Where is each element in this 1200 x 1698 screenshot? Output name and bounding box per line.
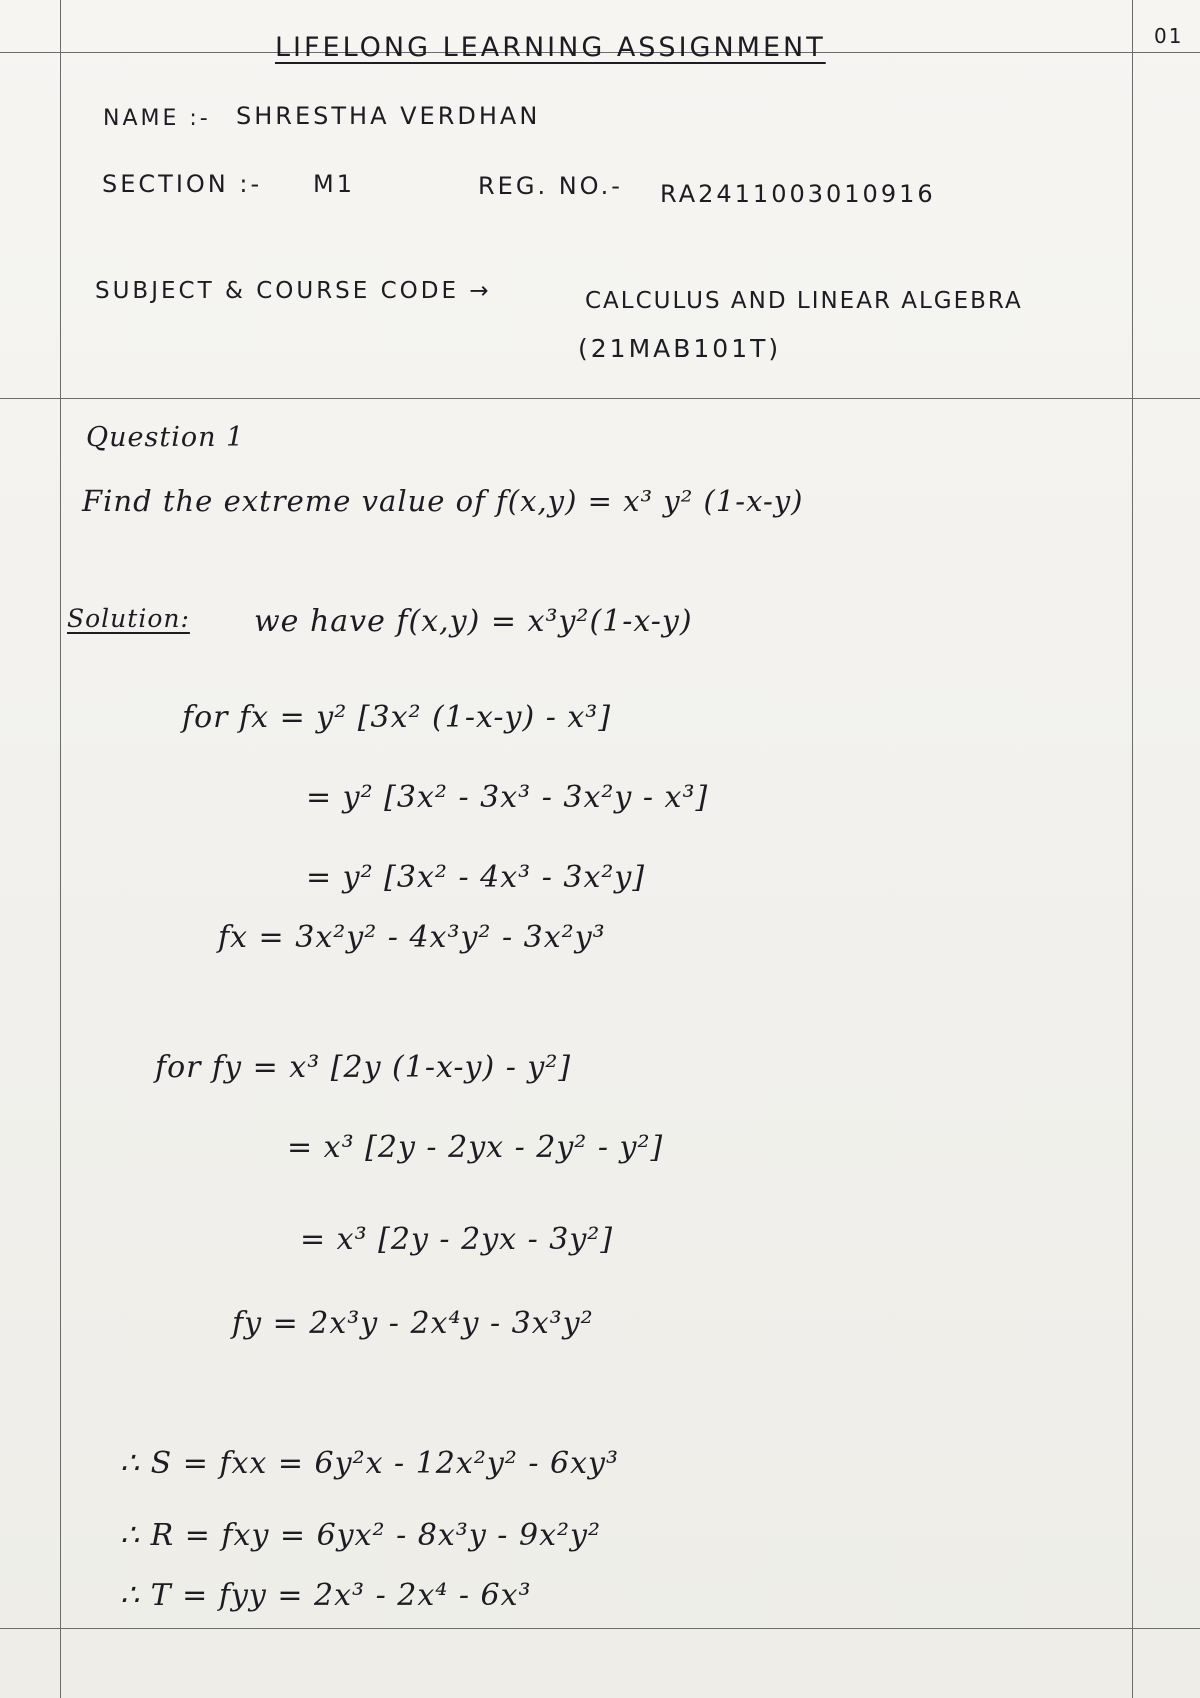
left-margin-line: [60, 0, 61, 1698]
footer-line: [0, 1628, 1200, 1629]
fy-line-3: = x³ [2y - 2yx - 3y²]: [300, 1222, 614, 1257]
second-derivative-s: ∴ S = fxx = 6y²x - 12x²y² - 6xy³: [120, 1446, 620, 1481]
fx-line-2: = y² [3x² - 3x³ - 3x²y - x³]: [306, 780, 709, 815]
fy-line-2: = x³ [2y - 2yx - 2y² - y²]: [287, 1130, 664, 1165]
section-label: SECTION :-: [102, 170, 263, 198]
fx-line-1: for fx = y² [3x² (1-x-y) - x³]: [182, 700, 612, 735]
reg-value: RA2411003010916: [660, 180, 936, 208]
course-code: (21MAB101T): [578, 334, 782, 363]
fy-line-4: fy = 2x³y - 2x⁴y - 3x³y²: [232, 1306, 594, 1341]
fx-line-3: = y² [3x² - 4x³ - 3x²y]: [306, 860, 646, 895]
subject-value: CALCULUS AND LINEAR ALGEBRA: [585, 288, 1023, 314]
solution-label: Solution:: [67, 604, 190, 633]
fy-line-1: for fy = x³ [2y (1-x-y) - y²]: [155, 1050, 572, 1085]
assignment-title: LIFELONG LEARNING ASSIGNMENT: [275, 32, 826, 63]
second-derivative-r: ∴ R = fxy = 6yx² - 8x³y - 9x²y²: [120, 1518, 601, 1553]
solution-intro: we have f(x,y) = x³y²(1-x-y): [254, 604, 693, 639]
page-number: 01: [1154, 24, 1184, 48]
right-margin-line: [1132, 0, 1133, 1698]
name-value: SHRESTHA VERDHAN: [236, 102, 541, 130]
fx-line-4: fx = 3x²y² - 4x³y² - 3x²y³: [218, 920, 606, 955]
subject-label: SUBJECT & COURSE CODE →: [95, 278, 492, 304]
question-heading: Question 1: [86, 422, 245, 453]
name-label: NAME :-: [103, 106, 211, 131]
reg-label: REG. NO.-: [478, 172, 623, 200]
second-derivative-t: ∴ T = fyy = 2x³ - 2x⁴ - 6x³: [120, 1578, 532, 1613]
question-text: Find the extreme value of f(x,y) = x³ y² (1-x-y): [82, 484, 804, 518]
section-value: M1: [313, 170, 355, 198]
header-bottom-line: [0, 398, 1200, 399]
